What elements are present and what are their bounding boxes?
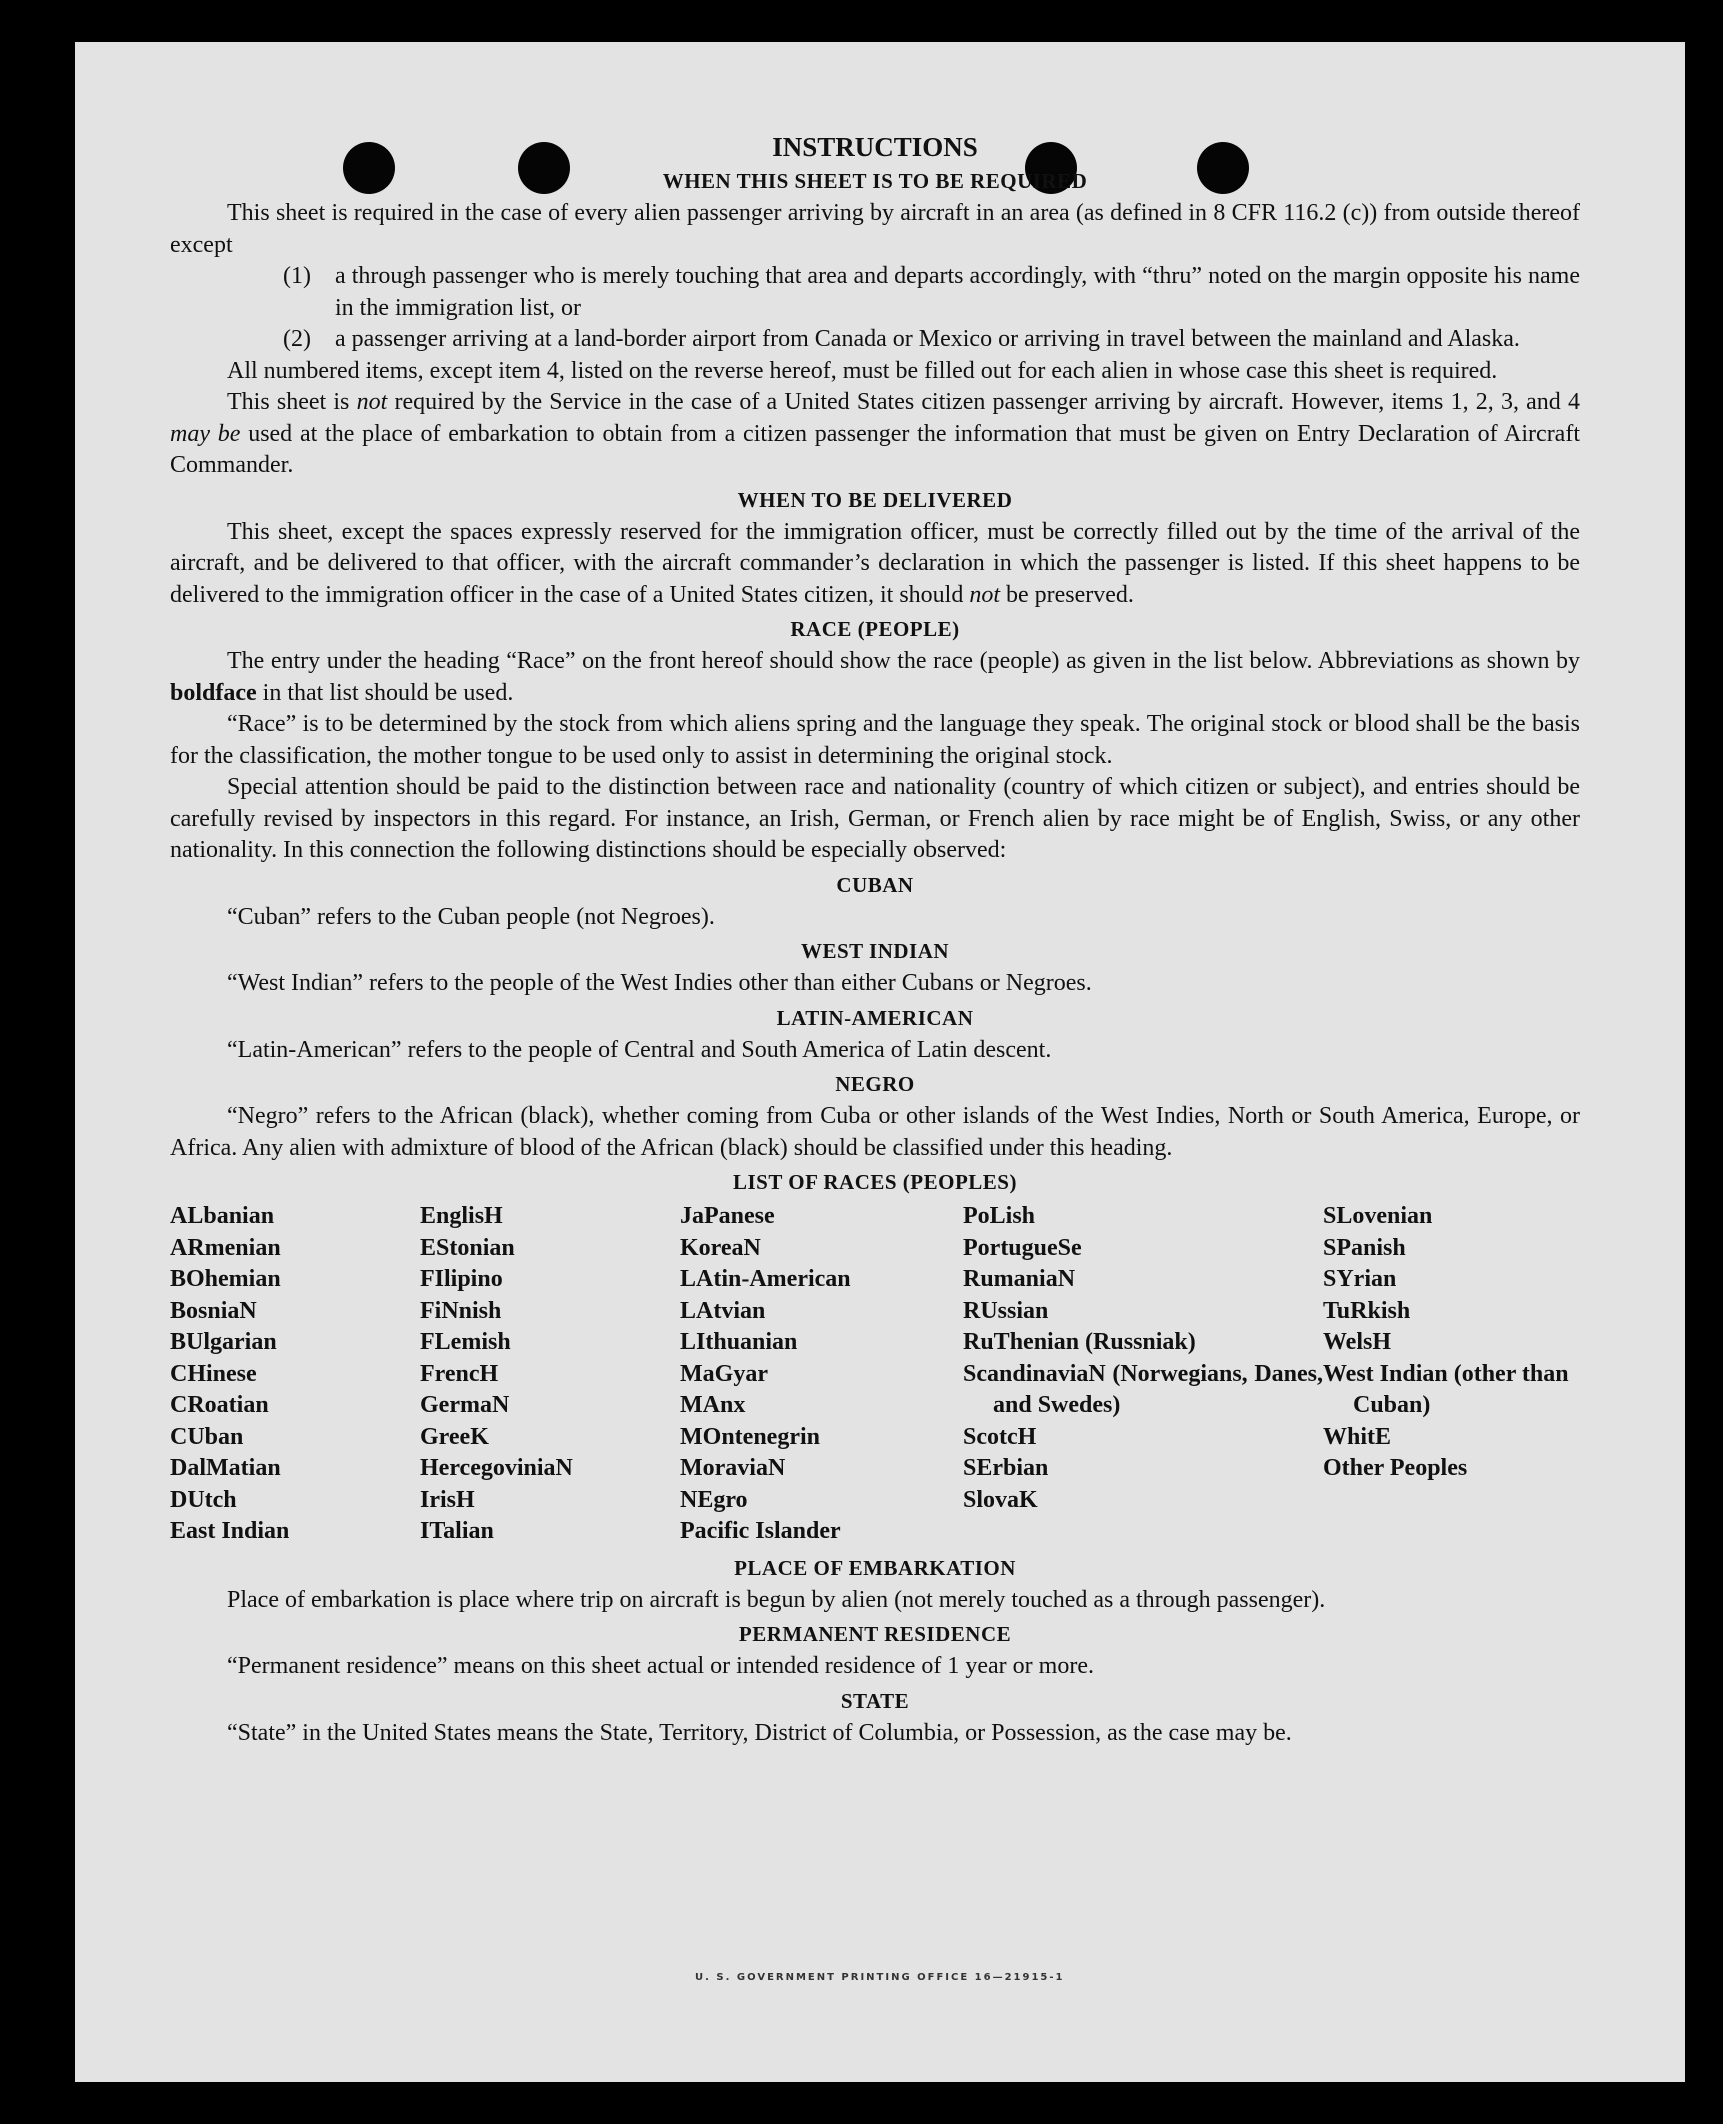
numbered-items-paragraph: All numbered items, except item 4, listed on the reverse hereof, must be filled out for each alien in whose case this sheet is required. xyxy=(227,357,1498,384)
race-entry: MoraviaN xyxy=(680,1455,786,1481)
section-heading-delivered: WHEN TO BE DELIVERED xyxy=(737,487,1013,512)
text-run: be preserved. xyxy=(1006,581,1134,608)
text-run: in that list should be used. xyxy=(262,679,514,706)
race-entry: PortugueSe xyxy=(963,1234,1082,1261)
race-entry: JaPanese xyxy=(680,1203,775,1229)
race-entry: WhitE xyxy=(1323,1423,1392,1450)
race-entry: MaGyar xyxy=(680,1360,768,1387)
embarkation-paragraph: Place of embarkation is place where trip on aircraft is begun by alien (not merely touched as a through passenger). xyxy=(227,1586,1326,1613)
residence-paragraph: “Permanent residence” means on this sheet actual or intended residence of 1 year or more. xyxy=(227,1653,1094,1679)
race-entry: East Indian xyxy=(170,1518,290,1544)
races-group xyxy=(963,1422,1323,1517)
races-group xyxy=(1323,1422,1580,1485)
race-entry: LAtin-American xyxy=(680,1266,851,1292)
races-list xyxy=(170,1201,1580,1548)
race-entry: FIlipino xyxy=(420,1266,503,1292)
printer-imprint: U. S. GOVERNMENT PRINTING OFFICE 16—21915-1 xyxy=(695,1972,1065,1983)
bold-text: boldface xyxy=(170,679,257,706)
race-entry: RuThenian (Russniak) xyxy=(963,1329,1196,1355)
race-entry: ALbanian xyxy=(170,1203,275,1229)
race-entry: SErbian xyxy=(963,1455,1049,1481)
text-run: The entry under the heading “Race” on the front hereof should show the race (people) as given in the list below. Abbreviations as shown by xyxy=(227,648,1580,674)
west-indian-paragraph: “West Indian” refers to the people of the West Indies other than either Cubans or Negroes. xyxy=(227,970,1092,996)
italic-text: not xyxy=(356,389,388,415)
race-entry: MOntenegrin xyxy=(680,1423,820,1450)
section-heading-list-of-races: LIST OF RACES (PEOPLES) xyxy=(733,1170,1017,1194)
text-run: required by the Service in the case of a United States citizen passenger arriving by aircraft. However, items 1, 2, 3, and 4 xyxy=(394,389,1580,415)
exception-item xyxy=(283,324,1580,356)
citizen-paragraph xyxy=(170,387,1580,482)
latin-american-paragraph: “Latin-American” refers to the people of Central and South America of Latin descent. xyxy=(227,1036,1052,1063)
race-entry: Pacific Islander xyxy=(680,1518,841,1544)
races-column xyxy=(420,1201,680,1548)
negro-paragraph: “Negro” refers to the African (black), whether coming from Cuba or other islands of the West Indies, North or South America, Europe, or Africa. Any alien with admixture of blood of the African (black) should be classified under this heading. xyxy=(170,1103,1580,1161)
race-entry: CRoatian xyxy=(170,1392,269,1418)
race-entry: DalMatian xyxy=(170,1455,281,1481)
race-entry: SlovaK xyxy=(963,1486,1038,1513)
race-paragraph: “Race” is to be determined by the stock from which aliens spring and the language they speak. The original stock or blood shall be the basis for the classification, the mother tongue to be used only to assist in determining the original stock. xyxy=(170,711,1580,769)
race-entry: CHinese xyxy=(170,1360,257,1387)
race-entry: RumaniaN xyxy=(963,1266,1076,1292)
text-run: This sheet, except the spaces expressly reserved for the immigration officer, must be correctly filled out by the time of the arrival of the aircraft, and be delivered to that officer, with the aircraft commander’s declaration in which the passenger is listed. If this sheet happens to be delivered to the immigration officer in the case of a United States citizen, it should xyxy=(170,518,1580,608)
race-entry: KoreaN xyxy=(680,1234,761,1261)
races-group xyxy=(1323,1201,1580,1359)
race-entry: FiNnish xyxy=(420,1297,502,1324)
text-run: This sheet is xyxy=(227,389,350,415)
section-heading-negro: NEGRO xyxy=(835,1072,915,1096)
race-entry: SYrian xyxy=(1323,1266,1397,1292)
exception-number: (1) xyxy=(283,263,311,289)
section-heading-cuban: CUBAN xyxy=(836,872,914,897)
race-entry: BUlgarian xyxy=(170,1329,277,1355)
race-paragraph: Special attention should be paid to the distinction between race and nationality (country of which citizen or subject), and entries should be carefully revised by inspectors in this regard. For instance, an Irish, German, or French alien by race might be of English, Swiss, or any other nationality. In this connection the following distinctions should be especially observed: xyxy=(170,774,1580,863)
document-content xyxy=(170,90,1580,1749)
race-paragraph xyxy=(170,646,1580,709)
race-entry: SPanish xyxy=(1323,1234,1406,1261)
race-entry: CUban xyxy=(170,1423,244,1450)
races-column xyxy=(680,1201,963,1548)
italic-text: not xyxy=(969,581,1000,608)
section-heading-west-indian: WEST INDIAN xyxy=(800,939,950,963)
race-entry: SLovenian xyxy=(1323,1203,1433,1229)
race-entry: BosniaN xyxy=(170,1297,257,1324)
section-heading-latin-american: LATIN-AMERICAN xyxy=(776,1005,974,1030)
race-entry: GermaN xyxy=(420,1392,510,1418)
intro-paragraph: This sheet is required in the case of every alien passenger arriving by aircraft in an area (as defined in 8 CFR 116.2 (c)) from outside thereof except xyxy=(170,200,1580,258)
section-heading-race: RACE (PEOPLE) xyxy=(790,617,960,641)
state-paragraph: “State” in the United States means the State, Territory, District of Columbia, or Possession, as the case may be. xyxy=(227,1719,1292,1746)
delivered-paragraph xyxy=(170,517,1580,612)
race-entry: MAnx xyxy=(680,1392,746,1418)
race-entry: FrencH xyxy=(420,1360,499,1387)
document-sheet xyxy=(75,42,1685,2082)
exception-text: a passenger arriving at a land-border airport from Canada or Mexico or arriving in travel between the mainland and Alaska. xyxy=(335,326,1520,352)
races-column xyxy=(170,1201,420,1548)
section-heading-residence: PERMANENT RESIDENCE xyxy=(738,1622,1012,1646)
cuban-paragraph: “Cuban” refers to the Cuban people (not Negroes). xyxy=(227,903,715,930)
race-entry: TuRkish xyxy=(1323,1297,1411,1324)
exception-text: a through passenger who is merely touching that area and departs accordingly, with “thru” noted on the margin opposite his name in the immigration list, or xyxy=(335,263,1580,321)
race-entry: LAtvian xyxy=(680,1297,766,1324)
race-entry: GreeK xyxy=(420,1423,489,1450)
race-entry: West Indian (other than Cuban) xyxy=(1323,1360,1569,1418)
race-entry: Other Peoples xyxy=(1323,1455,1468,1481)
race-entry: EnglisH xyxy=(420,1203,503,1229)
italic-text: may be xyxy=(170,420,241,447)
race-entry: HercegoviniaN xyxy=(420,1455,573,1481)
race-entry: DUtch xyxy=(170,1486,237,1513)
race-entry: WelsH xyxy=(1323,1329,1392,1355)
race-entry: EStonian xyxy=(420,1234,515,1261)
race-entry: RUssian xyxy=(963,1297,1049,1324)
exception-number: (2) xyxy=(283,326,311,352)
race-entry: ITalian xyxy=(420,1518,494,1544)
races-group xyxy=(963,1201,1323,1359)
exception-item xyxy=(283,261,1580,324)
page-title: INSTRUCTIONS xyxy=(772,132,978,162)
race-entry: ARmenian xyxy=(170,1234,281,1261)
race-entry: PoLish xyxy=(963,1203,1036,1229)
race-entry: BOhemian xyxy=(170,1266,281,1292)
race-entry: NEgro xyxy=(680,1486,748,1513)
race-entry: FLemish xyxy=(420,1329,511,1355)
race-entry: ScotcH xyxy=(963,1423,1037,1450)
section-heading-embarkation: PLACE OF EMBARKATION xyxy=(734,1555,1016,1580)
text-run: used at the place of embarkation to obtain from a citizen passenger the information that must be given on Entry Declaration of Aircraft Commander. xyxy=(170,420,1580,478)
race-entry: LIthuanian xyxy=(680,1329,798,1355)
race-entry: IrisH xyxy=(420,1486,475,1513)
section-heading-state: STATE xyxy=(840,1688,910,1713)
races-column xyxy=(963,1201,1323,1548)
race-entry: ScandinaviaN (Norwegians, Danes, and Swedes) xyxy=(963,1360,1323,1418)
races-column xyxy=(1323,1201,1580,1548)
section-heading-when-required: WHEN THIS SHEET IS TO BE REQUIRED xyxy=(662,169,1088,193)
